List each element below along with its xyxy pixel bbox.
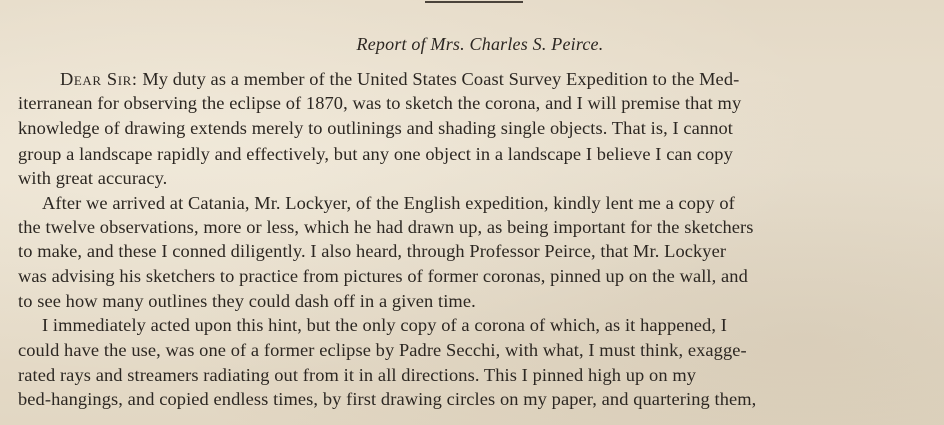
text-line-2: iterranean for observing the eclipse of 1870, was to sketch the corona, and I will premise that my (18, 93, 742, 113)
report-title: Report of Mrs. Charles S. Peirce. (356, 34, 604, 54)
text-line-7: the twelve observations, more or less, which he had drawn up, as being important for the sketchers (18, 217, 754, 237)
text-line-8: to make, and these I conned diligently. I also heard, through Professor Peirce, that Mr. Lockyer (18, 241, 727, 261)
text-line-10: to see how many outlines they could dash off in a given time. (18, 291, 476, 311)
text-line-1-body: My duty as a member of the United States Coast Survey Expedition to the Med- (137, 69, 740, 89)
text-line-4: group a landscape rapidly and effectively, but any one object in a landscape I believe I can copy (18, 144, 733, 164)
text-line-3: knowledge of drawing extends merely to outlinings and shading single objects. That is, I cannot (18, 118, 734, 138)
salutation: Dear Sir: (60, 69, 138, 89)
text-line-13: rated rays and streamers radiating out from it in all directions. This I pinned high up on my (18, 365, 697, 385)
text-line-14: bed-hangings, and copied endless times, by first drawing circles on my paper, and quartering them, (18, 389, 757, 409)
text-line-6: After we arrived at Catania, Mr. Lockyer, of the English expedition, kindly lent me a copy of (42, 193, 735, 213)
text-line-12: could have the use, was one of a former eclipse by Padre Secchi, with what, I must think, exagge- (18, 340, 747, 360)
text-line-5: with great accuracy. (18, 168, 168, 188)
text-line-9: was advising his sketchers to practice from pictures of former coronas, pinned up on the wall, and (18, 266, 748, 286)
text-line-1 (60, 68, 739, 90)
text-line-11: I immediately acted upon this hint, but the only copy of a corona of which, as it happened, I (42, 315, 727, 335)
top-rule (425, 1, 523, 3)
